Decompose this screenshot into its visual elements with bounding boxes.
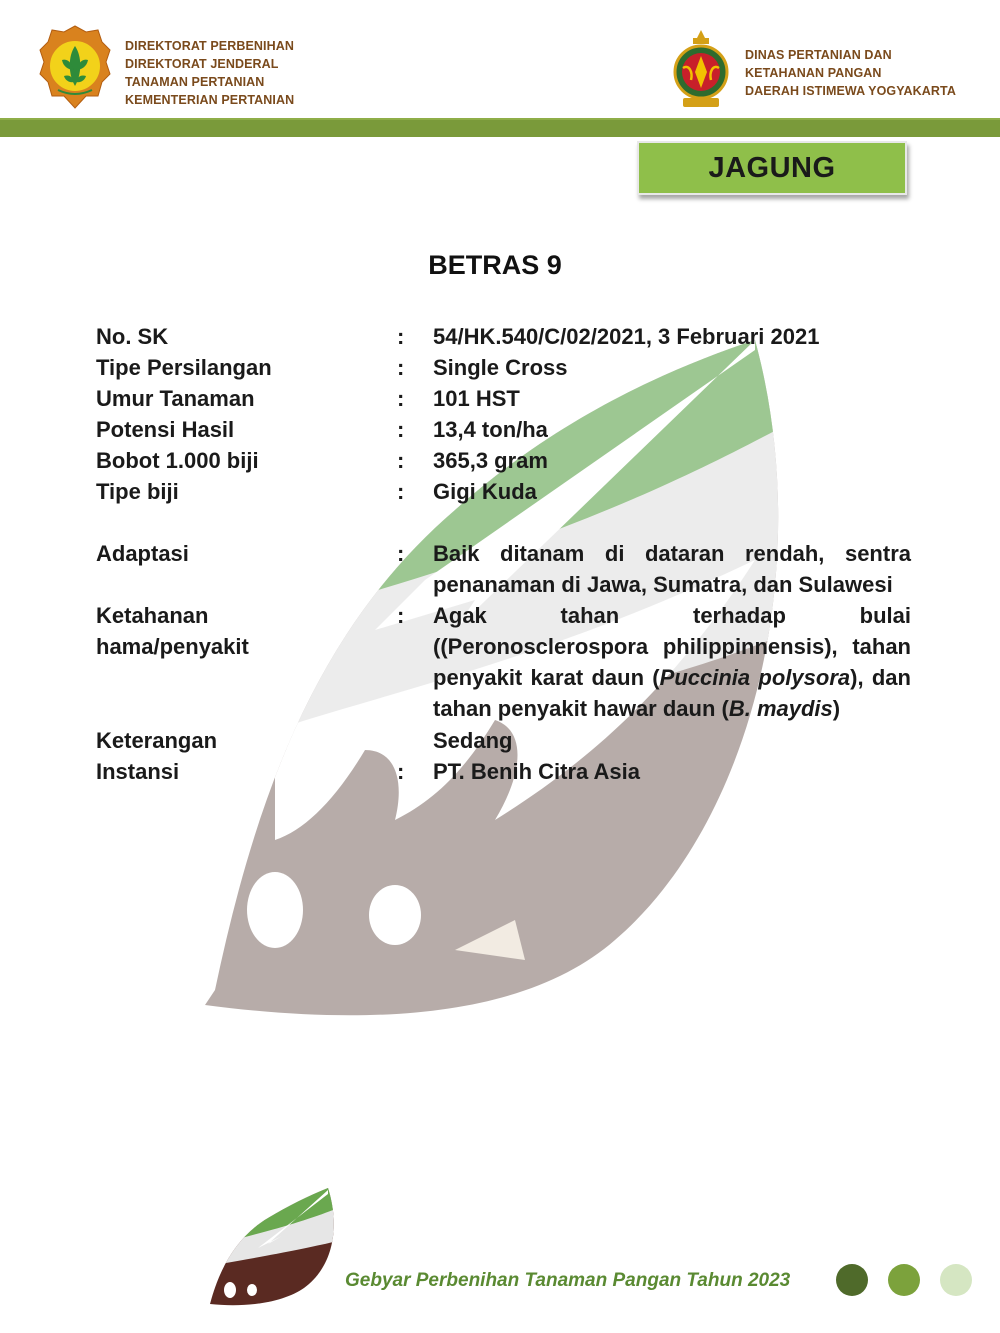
- leaf-logo-icon: [208, 1186, 338, 1310]
- variety-title: BETRAS 9: [428, 250, 562, 280]
- spec-label-umur-tanaman: Umur Tanaman: [96, 386, 255, 411]
- spec-label-tipe-persilangan: Tipe Persilangan: [96, 355, 272, 380]
- left-org-line: DIREKTORAT JENDERAL: [125, 57, 279, 71]
- spec-value-tipe-biji: Gigi Kuda: [433, 479, 537, 504]
- left-org-line: KEMENTERIAN PERTANIAN: [125, 93, 295, 107]
- spec-value-ketahanan: [433, 600, 911, 724]
- footer-event-title: Gebyar Perbenihan Tanaman Pangan Tahun 2023: [345, 1270, 791, 1291]
- spec-colon: :: [397, 448, 405, 473]
- spec-colon: :: [397, 479, 405, 504]
- right-org-line: DAERAH ISTIMEWA YOGYAKARTA: [745, 84, 956, 98]
- spec-value-adaptasi: Baik ditanam di dataran rendah, sentra penanaman di Jawa, Sumatra, dan Sulawesi: [433, 541, 911, 597]
- spec-value-no-sk: 54/HK.540/C/02/2021, 3 Februari 2021: [433, 324, 820, 349]
- footer-dot-medium: [888, 1264, 920, 1296]
- spec-label-keterangan: Keterangan: [96, 728, 218, 753]
- right-org-line: KETAHANAN PANGAN: [745, 66, 882, 80]
- ketahanan-species: Puccinia polysora: [659, 665, 851, 690]
- spec-label-adaptasi: Adaptasi: [96, 541, 189, 566]
- spec-value-umur-tanaman: 101 HST: [433, 386, 520, 411]
- spec-colon: :: [397, 355, 405, 380]
- spec-label-ketahanan: [96, 600, 386, 662]
- category-badge: JAGUNG: [637, 141, 907, 195]
- spec-label-ketahanan-line1: Ketahanan: [96, 603, 209, 628]
- right-organization-name: [745, 46, 956, 100]
- spec-colon: :: [397, 603, 405, 628]
- spec-value-instansi: PT. Benih Citra Asia: [433, 759, 641, 784]
- yogyakarta-crest-icon: [669, 28, 733, 112]
- spec-value-tipe-persilangan: Single Cross: [433, 355, 568, 380]
- left-org-line: DIREKTORAT PERBENIHAN: [125, 39, 295, 53]
- spec-colon: :: [397, 324, 405, 349]
- left-org-line: TANAMAN PERTANIAN: [125, 75, 265, 89]
- ministry-emblem-icon: [38, 24, 112, 110]
- spec-colon: :: [397, 417, 405, 442]
- spec-colon: :: [397, 541, 405, 566]
- left-organization-name: [125, 37, 294, 109]
- spec-value-potensi-hasil: 13,4 ton/ha: [433, 417, 548, 442]
- spec-label-ketahanan-line2: hama/penyakit: [96, 634, 249, 659]
- spec-label-no-sk: No. SK: [96, 324, 169, 349]
- spec-colon: :: [397, 759, 405, 784]
- spec-label-bobot: Bobot 1.000 biji: [96, 448, 259, 473]
- spec-value-keterangan: Sedang: [433, 728, 513, 753]
- header-divider-bar: [0, 118, 1000, 137]
- ketahanan-species: B. maydis: [728, 696, 833, 721]
- ketahanan-text: ), dan tahan penyakit hawar daun (: [433, 665, 911, 721]
- spec-colon: :: [397, 386, 405, 411]
- right-org-line: DINAS PERTANIAN DAN: [745, 48, 892, 62]
- spec-label-tipe-biji: Tipe biji: [96, 479, 179, 504]
- spec-value-bobot: 365,3 gram: [433, 448, 548, 473]
- spec-label-potensi-hasil: Potensi Hasil: [96, 417, 235, 442]
- ketahanan-text: Agak tahan terhadap bulai ((Peronosclerospora philippinnensis), tahan penyakit karat daun (: [433, 603, 911, 690]
- footer-dot-dark: [836, 1264, 868, 1296]
- spec-label-instansi: Instansi: [96, 759, 180, 784]
- footer-dot-light: [940, 1264, 972, 1296]
- ketahanan-text: ): [832, 696, 841, 721]
